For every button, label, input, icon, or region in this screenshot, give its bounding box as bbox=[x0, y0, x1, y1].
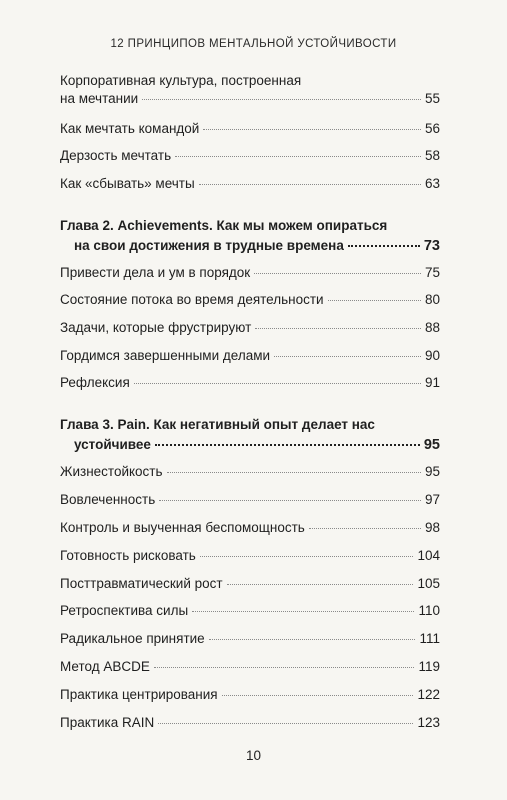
toc-page-number: 122 bbox=[417, 687, 440, 702]
dot-leader bbox=[227, 584, 414, 585]
toc-page-number: 73 bbox=[423, 238, 440, 254]
toc-entry-text: Практика центрирования bbox=[60, 687, 218, 702]
toc-page-number: 56 bbox=[424, 121, 440, 136]
toc-page-number: 104 bbox=[417, 548, 440, 563]
chapter-title: Глава 2. Achievements. Как мы можем опираться bbox=[60, 218, 388, 233]
toc-entry-text: Задачи, которые фрустрируют bbox=[60, 320, 252, 335]
toc-entry bbox=[60, 602, 440, 620]
dot-leader bbox=[158, 723, 413, 724]
dot-leader bbox=[348, 245, 420, 247]
toc-page-number: 97 bbox=[424, 492, 440, 507]
dot-leader bbox=[199, 184, 421, 185]
toc-page-number: 75 bbox=[424, 265, 440, 280]
toc-page-number: 98 bbox=[424, 520, 440, 535]
toc-page-number: 63 bbox=[424, 176, 440, 191]
toc-entry bbox=[60, 347, 440, 365]
toc-entry-text: Как «сбывать» мечты bbox=[60, 176, 195, 191]
toc-entry bbox=[60, 658, 440, 676]
toc-entry-text: Посттравматический рост bbox=[60, 576, 223, 591]
dot-leader bbox=[222, 695, 414, 696]
toc-entry bbox=[60, 463, 440, 481]
chapter-title: на свои достижения в трудные времена bbox=[74, 238, 344, 253]
toc-page-number: 105 bbox=[417, 576, 440, 591]
toc-entry bbox=[60, 519, 440, 537]
toc-entry bbox=[60, 547, 440, 565]
dot-leader bbox=[200, 556, 414, 557]
dot-leader bbox=[209, 639, 416, 640]
toc-entry-text: Готовность рисковать bbox=[60, 548, 196, 563]
toc-entry-text: Состояние потока во время деятельности bbox=[60, 292, 324, 307]
toc-entry-text: Привести дела и ум в порядок bbox=[60, 265, 251, 280]
toc-entry-text: Вовлеченность bbox=[60, 492, 156, 507]
toc-page-number: 95 bbox=[423, 437, 440, 453]
toc-entry-text: Контроль и выученная беспомощность bbox=[60, 520, 305, 535]
toc-entry bbox=[60, 264, 440, 282]
chapter-heading bbox=[60, 216, 440, 256]
chapter-title: Глава 3. Pain. Как негативный опыт делает нас bbox=[60, 417, 375, 432]
chapter-heading bbox=[60, 415, 440, 455]
toc-entry-text: Жизнестойкость bbox=[60, 464, 163, 479]
dot-leader bbox=[167, 472, 421, 473]
dot-leader bbox=[142, 99, 421, 100]
toc-entry-text: Корпоративная культура, построенная bbox=[60, 73, 302, 88]
toc-entry-text: Рефлексия bbox=[60, 375, 130, 390]
toc-entry bbox=[60, 374, 440, 392]
dot-leader bbox=[134, 383, 421, 384]
toc-page-number: 80 bbox=[424, 292, 440, 307]
toc-entry-text: на мечтании bbox=[60, 91, 139, 106]
toc-page-number: 123 bbox=[417, 715, 440, 730]
toc-page-number: 110 bbox=[418, 603, 440, 618]
dot-leader bbox=[274, 356, 421, 357]
toc-page-number: 58 bbox=[424, 148, 440, 163]
page-number: 10 bbox=[245, 748, 262, 763]
dot-leader bbox=[254, 273, 421, 274]
toc-entry-text: Гордимся завершенными делами bbox=[60, 348, 271, 363]
toc-entry bbox=[60, 291, 440, 309]
toc-page-number: 88 bbox=[424, 320, 440, 335]
dot-leader bbox=[309, 528, 421, 529]
toc-entry bbox=[60, 491, 440, 509]
toc-entry bbox=[60, 630, 440, 648]
dot-leader bbox=[192, 611, 414, 612]
toc-entry bbox=[60, 120, 440, 138]
toc-entry bbox=[60, 686, 440, 704]
toc-entry bbox=[60, 575, 440, 593]
toc-page-number: 119 bbox=[418, 659, 440, 674]
toc-page-number: 95 bbox=[424, 464, 440, 479]
toc-entry-text: Как мечтать командой bbox=[60, 121, 200, 136]
toc-entry-text: Дерзость мечтать bbox=[60, 148, 172, 163]
dot-leader bbox=[255, 328, 421, 329]
toc-page-number: 111 bbox=[419, 631, 440, 646]
toc-entry bbox=[60, 72, 440, 108]
toc-entry bbox=[60, 175, 440, 193]
toc-entry-text: Метод ABCDE bbox=[60, 659, 150, 674]
dot-leader bbox=[203, 129, 421, 130]
toc-entry-text: Практика RAIN bbox=[60, 715, 155, 730]
toc-page-number: 91 bbox=[424, 375, 440, 390]
toc-page-number: 55 bbox=[424, 91, 440, 106]
toc-entry-text: Ретроспектива силы bbox=[60, 603, 189, 618]
toc-page-number: 90 bbox=[424, 348, 440, 363]
chapter-title: устойчивее bbox=[74, 437, 151, 452]
dot-leader bbox=[155, 444, 420, 446]
dot-leader bbox=[328, 300, 421, 301]
toc-entry bbox=[60, 147, 440, 165]
dot-leader bbox=[159, 500, 421, 501]
running-head: 12 ПРИНЦИПОВ МЕНТАЛЬНОЙ УСТОЙЧИВОСТИ bbox=[110, 38, 397, 50]
dot-leader bbox=[175, 156, 421, 157]
toc-entry bbox=[60, 714, 440, 732]
toc-entry bbox=[60, 319, 440, 337]
dot-leader bbox=[154, 667, 415, 668]
toc-entry-text: Радикальное принятие bbox=[60, 631, 205, 646]
